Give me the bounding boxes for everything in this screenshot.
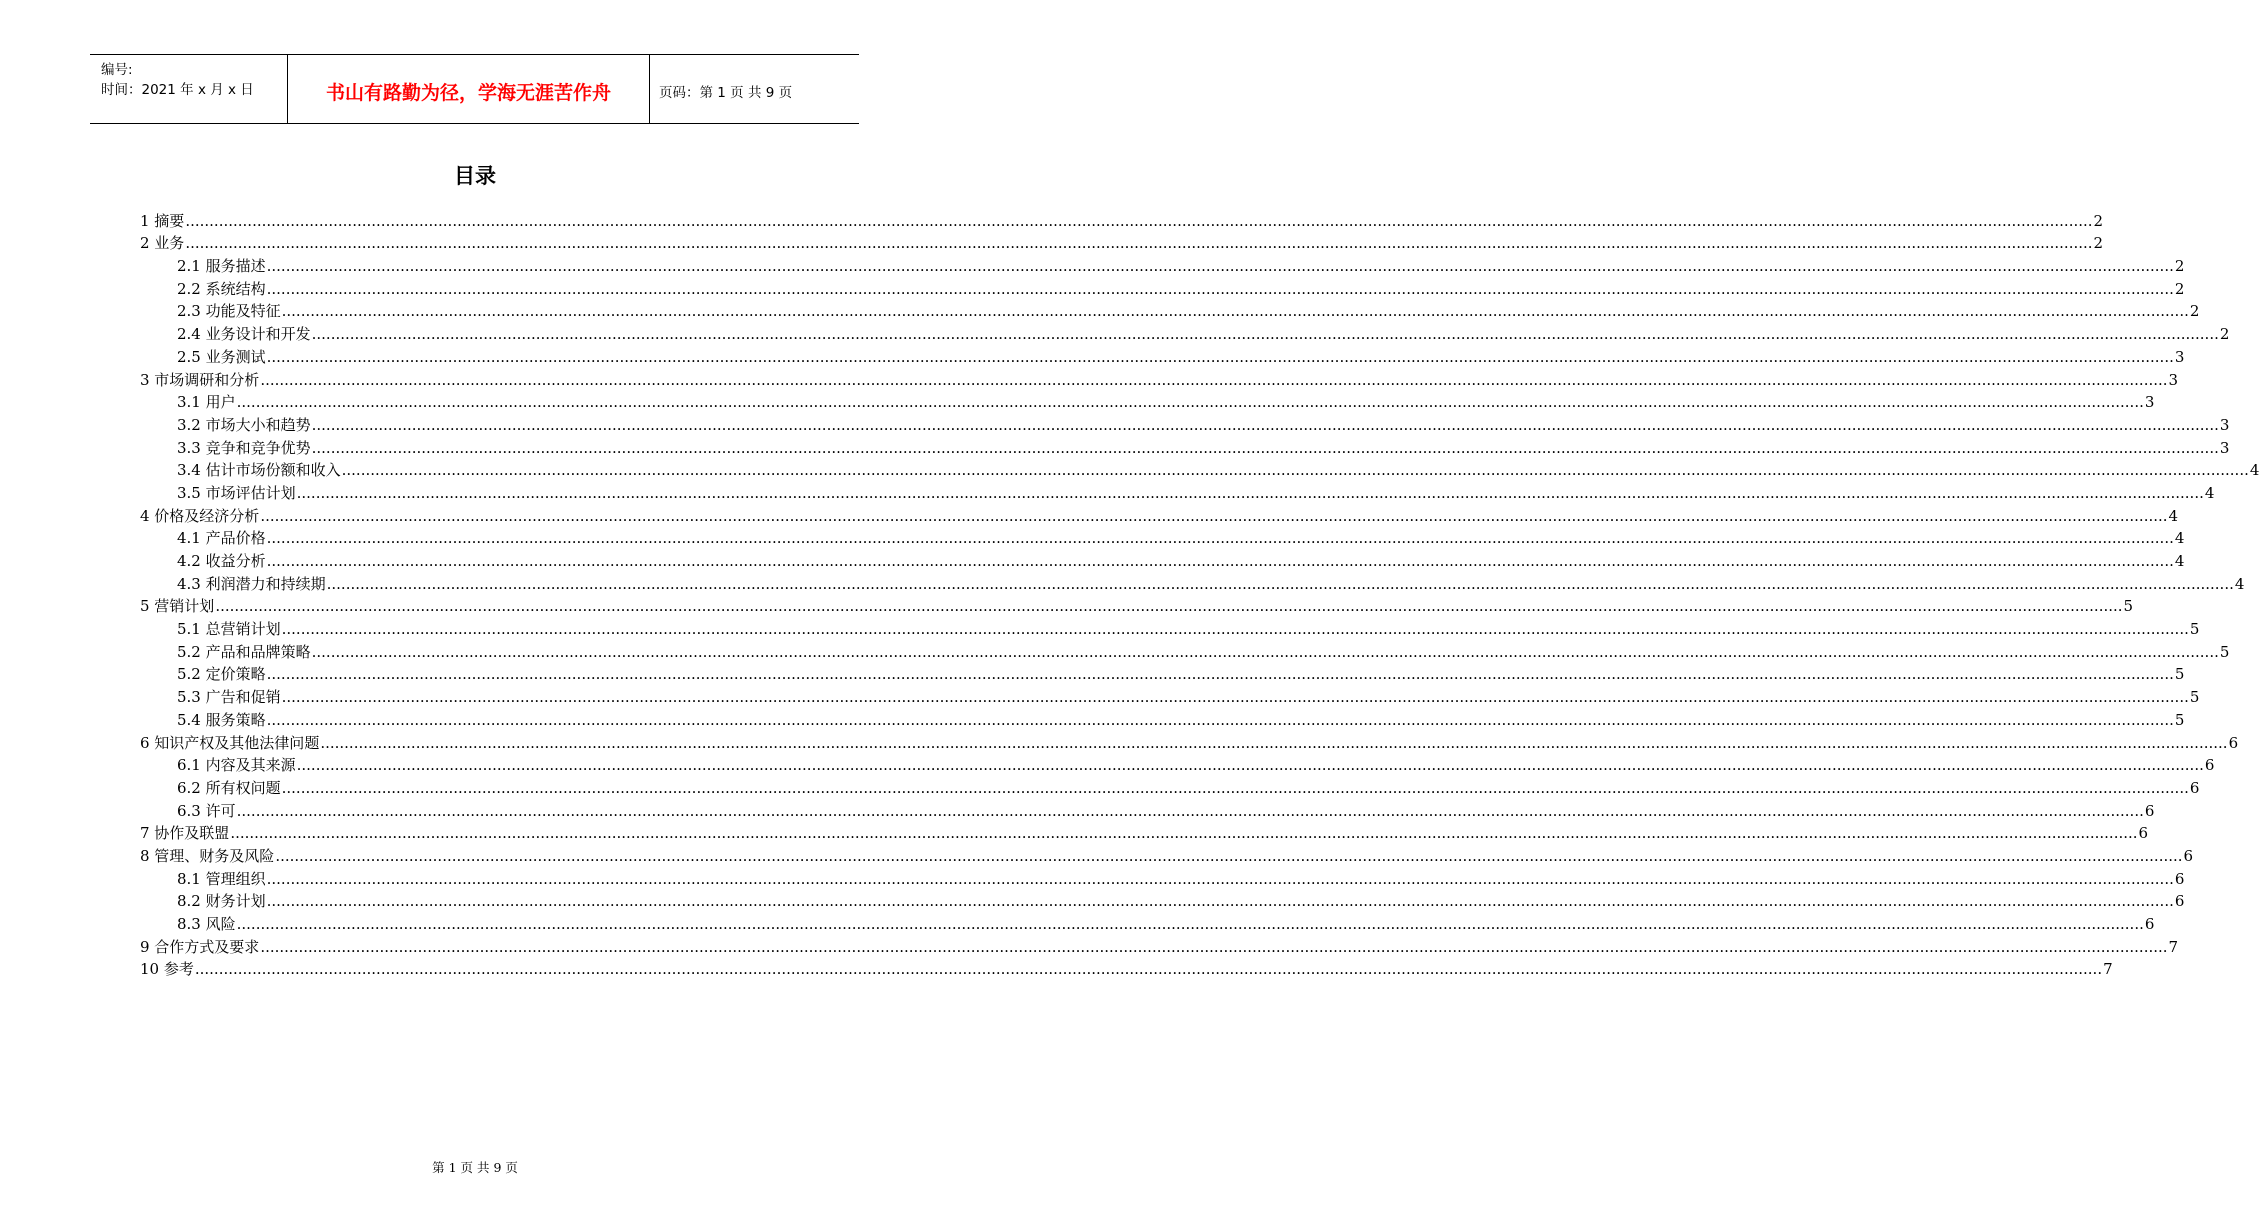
toc-entry-page: 3 [2144, 393, 2155, 412]
page-header [90, 54, 859, 124]
toc-entry-label: 2.3 功能及特征 [177, 302, 281, 321]
toc-entry-label: 8.2 财务计划 [177, 892, 266, 911]
toc-entry[interactable] [140, 253, 2185, 276]
toc-entry-page: 6 [2174, 869, 2185, 888]
toc-dot-leader: ................................................................................................................................................................................................................................................................................................................................................................................................................ [260, 370, 2168, 389]
toc-entry[interactable] [140, 321, 2230, 344]
toc-entry[interactable] [140, 594, 2134, 617]
toc-entry-label: 8 管理、财务及风险 [140, 846, 275, 865]
toc-entry-page: 2 [2093, 234, 2104, 253]
toc-dot-leader: ................................................................................................................................................................................................................................................................................................................................................................................................................ [281, 688, 2189, 707]
toc-entry[interactable] [140, 616, 2200, 639]
toc-dot-leader: ................................................................................................................................................................................................................................................................................................................................................................................................................ [281, 778, 2189, 797]
toc-entry-label: 8.1 管理组织 [177, 869, 266, 888]
toc-entry-page: 6 [2174, 892, 2185, 911]
toc-dot-leader: ................................................................................................................................................................................................................................................................................................................................................................................................................ [311, 642, 2219, 661]
toc-entry-label: 3.5 市场评估计划 [177, 483, 296, 502]
toc-entry-page: 2 [2189, 302, 2200, 321]
toc-entry-label: 10 参考 [140, 960, 194, 979]
toc-dot-leader: ................................................................................................................................................................................................................................................................................................................................................................................................................ [320, 733, 2228, 752]
toc-entry[interactable] [140, 276, 2185, 299]
toc-entry-page: 3 [2174, 347, 2185, 366]
toc-entry-label: 6.1 内容及其来源 [177, 756, 296, 775]
toc-entry[interactable] [140, 730, 2239, 753]
toc-entry-label: 3.1 用户 [177, 393, 236, 412]
toc-entry-page: 6 [2144, 801, 2155, 820]
toc-entry-page: 4 [2234, 574, 2245, 593]
toc-entry[interactable] [140, 707, 2185, 730]
document-time: 时间：2021 年 x 月 x 日 [101, 82, 254, 98]
toc-dot-leader: ................................................................................................................................................................................................................................................................................................................................................................................................................ [311, 415, 2219, 434]
toc-entry-label: 4.1 产品价格 [177, 529, 266, 548]
toc-dot-leader: ................................................................................................................................................................................................................................................................................................................................................................................................................ [215, 597, 2123, 616]
toc-entry[interactable] [140, 435, 2230, 458]
toc-entry[interactable] [140, 390, 2155, 413]
toc-entry-page: 5 [2174, 665, 2185, 684]
toc-entry-label: 5.2 产品和品牌策略 [177, 642, 311, 661]
header-page-info: 页码：第 1 页 共 9 页 [659, 85, 793, 101]
toc-entry[interactable] [140, 571, 2245, 594]
toc-entry-page: 7 [2103, 960, 2113, 979]
toc-entry-label: 1 摘要 [140, 211, 185, 230]
toc-entry-page: 5 [2189, 620, 2200, 639]
toc-entry-page: 4 [2174, 529, 2185, 548]
toc-dot-leader: ................................................................................................................................................................................................................................................................................................................................................................................................................ [236, 393, 2144, 412]
toc-dot-leader: ................................................................................................................................................................................................................................................................................................................................................................................................................ [236, 915, 2144, 933]
toc-entry[interactable] [140, 798, 2155, 821]
toc-dot-leader: ................................................................................................................................................................................................................................................................................................................................................................................................................ [230, 824, 2138, 843]
toc-entry-page: 2 [2174, 257, 2185, 276]
toc-entry-page: 5 [2123, 597, 2134, 616]
toc-entry-page: 6 [2204, 756, 2215, 775]
toc-entry-page: 5 [2174, 710, 2185, 729]
toc-entry[interactable] [140, 548, 2185, 571]
toc-entry[interactable] [140, 957, 2113, 980]
toc-entry-page: 4 [2174, 552, 2185, 570]
toc-dot-leader: ................................................................................................................................................................................................................................................................................................................................................................................................................ [266, 347, 2174, 366]
toc-entry-label: 9 合作方式及要求 [140, 937, 260, 956]
toc-dot-leader: ................................................................................................................................................................................................................................................................................................................................................................................................................ [236, 801, 2144, 820]
toc-entry-label: 3.4 估计市场份额和收入 [177, 461, 341, 480]
toc-entry-label: 3.2 市场大小和趋势 [177, 415, 311, 434]
toc-entry-page: 6 [2144, 915, 2155, 933]
toc-entry-label: 5 营销计划 [140, 597, 215, 616]
toc-dot-leader: ................................................................................................................................................................................................................................................................................................................................................................................................................ [296, 483, 2204, 502]
page-footer: 第 1 页 共 9 页 [432, 1160, 518, 1175]
toc-dot-leader: ................................................................................................................................................................................................................................................................................................................................................................................................................ [185, 234, 2093, 253]
toc-entry-page: 6 [2189, 778, 2200, 797]
toc-entry[interactable] [140, 503, 2179, 526]
toc-entry-label: 6.2 所有权问题 [177, 778, 281, 797]
toc-entry-label: 4.2 收益分析 [177, 552, 266, 570]
toc-dot-leader: ................................................................................................................................................................................................................................................................................................................................................................................................................ [266, 552, 2174, 570]
toc-entry-label: 2.4 业务设计和开发 [177, 325, 311, 344]
header-motto: 书山有路勤为径，学海无涯苦作舟 [287, 55, 650, 123]
toc-title: 目录 [454, 164, 496, 188]
toc-entry[interactable] [140, 775, 2200, 798]
toc-dot-leader: ................................................................................................................................................................................................................................................................................................................................................................................................................ [341, 461, 2249, 480]
toc-entry-label: 5.3 广告和促销 [177, 688, 281, 707]
toc-dot-leader: ................................................................................................................................................................................................................................................................................................................................................................................................................ [311, 438, 2219, 457]
toc-entry[interactable] [140, 934, 2179, 957]
toc-entry-page: 6 [2228, 733, 2239, 752]
toc-dot-leader: ................................................................................................................................................................................................................................................................................................................................................................................................................ [185, 211, 2093, 230]
toc-entry-page: 5 [2219, 642, 2230, 661]
toc-entry-page: 6 [2138, 824, 2149, 843]
toc-dot-leader: ................................................................................................................................................................................................................................................................................................................................................................................................................ [266, 710, 2174, 729]
toc-entry-page: 3 [2219, 438, 2230, 457]
toc-dot-leader: ................................................................................................................................................................................................................................................................................................................................................................................................................ [266, 529, 2174, 548]
toc-entry-label: 4 价格及经济分析 [140, 506, 260, 525]
toc-dot-leader: ................................................................................................................................................................................................................................................................................................................................................................................................................ [275, 846, 2183, 865]
toc-entry-label: 2.5 业务测试 [177, 347, 266, 366]
toc-entry[interactable] [140, 911, 2155, 934]
toc-entry[interactable] [140, 684, 2200, 707]
toc-entry-page: 3 [2168, 370, 2179, 389]
toc-entry[interactable] [140, 866, 2185, 889]
toc-dot-leader: ................................................................................................................................................................................................................................................................................................................................................................................................................ [296, 756, 2204, 775]
toc-dot-leader: ................................................................................................................................................................................................................................................................................................................................................................................................................ [266, 869, 2174, 888]
toc-dot-leader: ................................................................................................................................................................................................................................................................................................................................................................................................................ [266, 892, 2174, 911]
toc-entry[interactable] [140, 662, 2185, 685]
toc-entry-page: 4 [2168, 506, 2179, 525]
toc-entry-label: 5.1 总营销计划 [177, 620, 281, 639]
toc-dot-leader: ................................................................................................................................................................................................................................................................................................................................................................................................................ [266, 665, 2174, 684]
table-of-contents [140, 208, 2259, 979]
toc-entry[interactable] [140, 526, 2185, 549]
toc-entry-page: 2 [2219, 325, 2230, 344]
toc-entry-page: 3 [2219, 415, 2230, 434]
toc-dot-leader: ................................................................................................................................................................................................................................................................................................................................................................................................................ [281, 302, 2189, 321]
toc-entry[interactable] [140, 208, 2104, 231]
toc-entry-label: 6 知识产权及其他法律问题 [140, 733, 320, 752]
toc-entry-label: 8.3 风险 [177, 915, 236, 933]
toc-entry[interactable] [140, 753, 2215, 776]
toc-entry[interactable] [140, 889, 2185, 912]
toc-entry-label: 3.3 竞争和竞争优势 [177, 438, 311, 457]
toc-entry-label: 7 协作及联盟 [140, 824, 230, 843]
toc-entry[interactable] [140, 458, 2259, 481]
toc-dot-leader: ................................................................................................................................................................................................................................................................................................................................................................................................................ [194, 960, 2103, 979]
toc-entry-label: 2.1 服务描述 [177, 257, 266, 276]
toc-dot-leader: ................................................................................................................................................................................................................................................................................................................................................................................................................ [266, 257, 2174, 276]
document-number-label: 编号: [101, 62, 133, 78]
toc-entry[interactable] [140, 367, 2179, 390]
toc-entry[interactable] [140, 231, 2104, 254]
toc-entry-label: 2.2 系统结构 [177, 279, 266, 298]
toc-entry-page: 2 [2093, 211, 2104, 230]
toc-dot-leader: ................................................................................................................................................................................................................................................................................................................................................................................................................ [326, 574, 2234, 593]
toc-entry[interactable] [140, 639, 2230, 662]
toc-entry-page: 7 [2168, 937, 2179, 956]
toc-dot-leader: ................................................................................................................................................................................................................................................................................................................................................................................................................ [260, 937, 2168, 956]
toc-entry[interactable] [140, 843, 2194, 866]
toc-dot-leader: ................................................................................................................................................................................................................................................................................................................................................................................................................ [311, 325, 2219, 344]
toc-entry-label: 2 业务 [140, 234, 185, 253]
toc-entry-page: 4 [2249, 461, 2259, 480]
toc-entry[interactable] [140, 299, 2200, 322]
toc-dot-leader: ................................................................................................................................................................................................................................................................................................................................................................................................................ [260, 506, 2168, 525]
header-meta [90, 55, 287, 123]
toc-dot-leader: ................................................................................................................................................................................................................................................................................................................................................................................................................ [281, 620, 2189, 639]
toc-entry-label: 6.3 许可 [177, 801, 236, 820]
toc-entry[interactable] [140, 480, 2215, 503]
toc-dot-leader: ................................................................................................................................................................................................................................................................................................................................................................................................................ [266, 279, 2174, 298]
toc-entry[interactable] [140, 821, 2149, 844]
toc-entry-label: 5.4 服务策略 [177, 710, 266, 729]
toc-entry-label: 3 市场调研和分析 [140, 370, 260, 389]
toc-entry[interactable] [140, 412, 2230, 435]
toc-entry-label: 4.3 利润潜力和持续期 [177, 574, 326, 593]
toc-entry-page: 2 [2174, 279, 2185, 298]
toc-entry[interactable] [140, 344, 2185, 367]
toc-entry-label: 5.2 定价策略 [177, 665, 266, 684]
toc-entry-page: 4 [2204, 483, 2215, 502]
toc-entry-page: 6 [2183, 846, 2194, 865]
toc-entry-page: 5 [2189, 688, 2200, 707]
